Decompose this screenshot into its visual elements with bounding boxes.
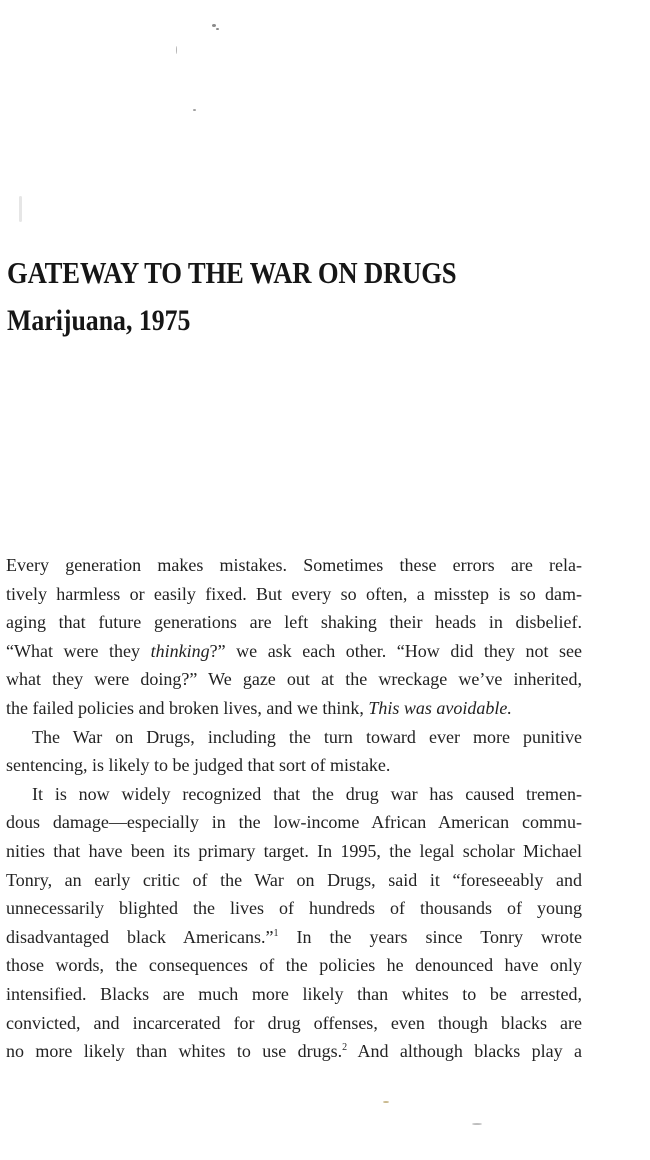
text-line bbox=[6, 1037, 582, 1066]
text-line bbox=[6, 694, 582, 723]
text-line bbox=[6, 980, 582, 1009]
text-line bbox=[6, 866, 582, 895]
footnote-marker: 2 bbox=[342, 1042, 348, 1054]
text-segment: It is now widely recognized that the drug war has caused tremen- bbox=[32, 783, 582, 804]
text-line bbox=[6, 808, 582, 837]
text-line bbox=[6, 751, 582, 780]
text-segment: unnecessarily blighted the lives of hundreds of thousands of young bbox=[6, 898, 582, 919]
text-line bbox=[6, 780, 582, 809]
text-segment: disadvantaged black Americans.” bbox=[6, 926, 274, 947]
text-segment: tively harmless or easily fixed. But every so often, a misstep is so dam- bbox=[6, 583, 582, 604]
text-segment: Tonry, an early critic of the War on Drugs, said it “foreseeably and bbox=[6, 869, 582, 890]
text-line bbox=[6, 580, 582, 609]
text-segment: aging that future generations are left shaking their heads in disbelief. bbox=[6, 612, 582, 633]
text-line bbox=[6, 894, 582, 923]
scan-speck bbox=[176, 46, 177, 54]
chapter-title: GATEWAY TO THE WAR ON DRUGS bbox=[7, 255, 457, 290]
scan-speck bbox=[19, 196, 22, 222]
scan-speck bbox=[383, 1101, 389, 1103]
text-line bbox=[6, 637, 582, 666]
text-segment: And although blacks play a bbox=[347, 1041, 582, 1062]
text-segment: In the years since Tonry wrote bbox=[278, 926, 582, 947]
text-segment: The War on Drugs, including the turn toward ever more punitive bbox=[32, 726, 582, 747]
text-segment: convicted, and incarcerated for drug offenses, even though blacks are bbox=[6, 1012, 582, 1033]
text-segment: “What were they bbox=[6, 640, 151, 661]
text-segment: nities that have been its primary target. In 1995, the legal scholar Michael bbox=[6, 840, 582, 861]
text-segment: what they were doing?” We gaze out at the wreckage we’ve inherited, bbox=[6, 669, 582, 690]
text-line bbox=[6, 665, 582, 694]
scan-speck bbox=[216, 28, 219, 30]
scan-speck bbox=[193, 109, 196, 111]
text-segment: intensified. Blacks are much more likely than whites to be arrested, bbox=[6, 983, 582, 1004]
text-line bbox=[6, 837, 582, 866]
italic-text: This was avoidable. bbox=[368, 697, 512, 718]
text-line bbox=[6, 551, 582, 580]
text-line bbox=[6, 951, 582, 980]
italic-text: thinking bbox=[150, 640, 210, 661]
text-line bbox=[6, 1009, 582, 1038]
scan-speck bbox=[212, 24, 216, 27]
text-segment: dous damage—especially in the low-income African American commu- bbox=[6, 812, 582, 833]
body-text bbox=[6, 551, 582, 1066]
chapter-subtitle: Marijuana, 1975 bbox=[7, 304, 191, 337]
footnote-marker: 1 bbox=[273, 927, 279, 939]
text-segment: sentencing, is likely to be judged that sort of mistake. bbox=[6, 755, 391, 776]
text-line bbox=[6, 723, 582, 752]
text-line bbox=[6, 608, 582, 637]
text-segment: those words, the consequences of the policies he denounced have only bbox=[6, 955, 582, 976]
text-line bbox=[6, 923, 582, 952]
text-segment: ?” we ask each other. “How did they not see bbox=[209, 640, 582, 661]
scan-speck bbox=[472, 1123, 482, 1125]
text-segment: the failed policies and broken lives, and we think, bbox=[6, 697, 369, 718]
text-segment: Every generation makes mistakes. Sometimes these errors are rela- bbox=[6, 555, 582, 575]
text-segment: no more likely than whites to use drugs. bbox=[6, 1041, 343, 1062]
